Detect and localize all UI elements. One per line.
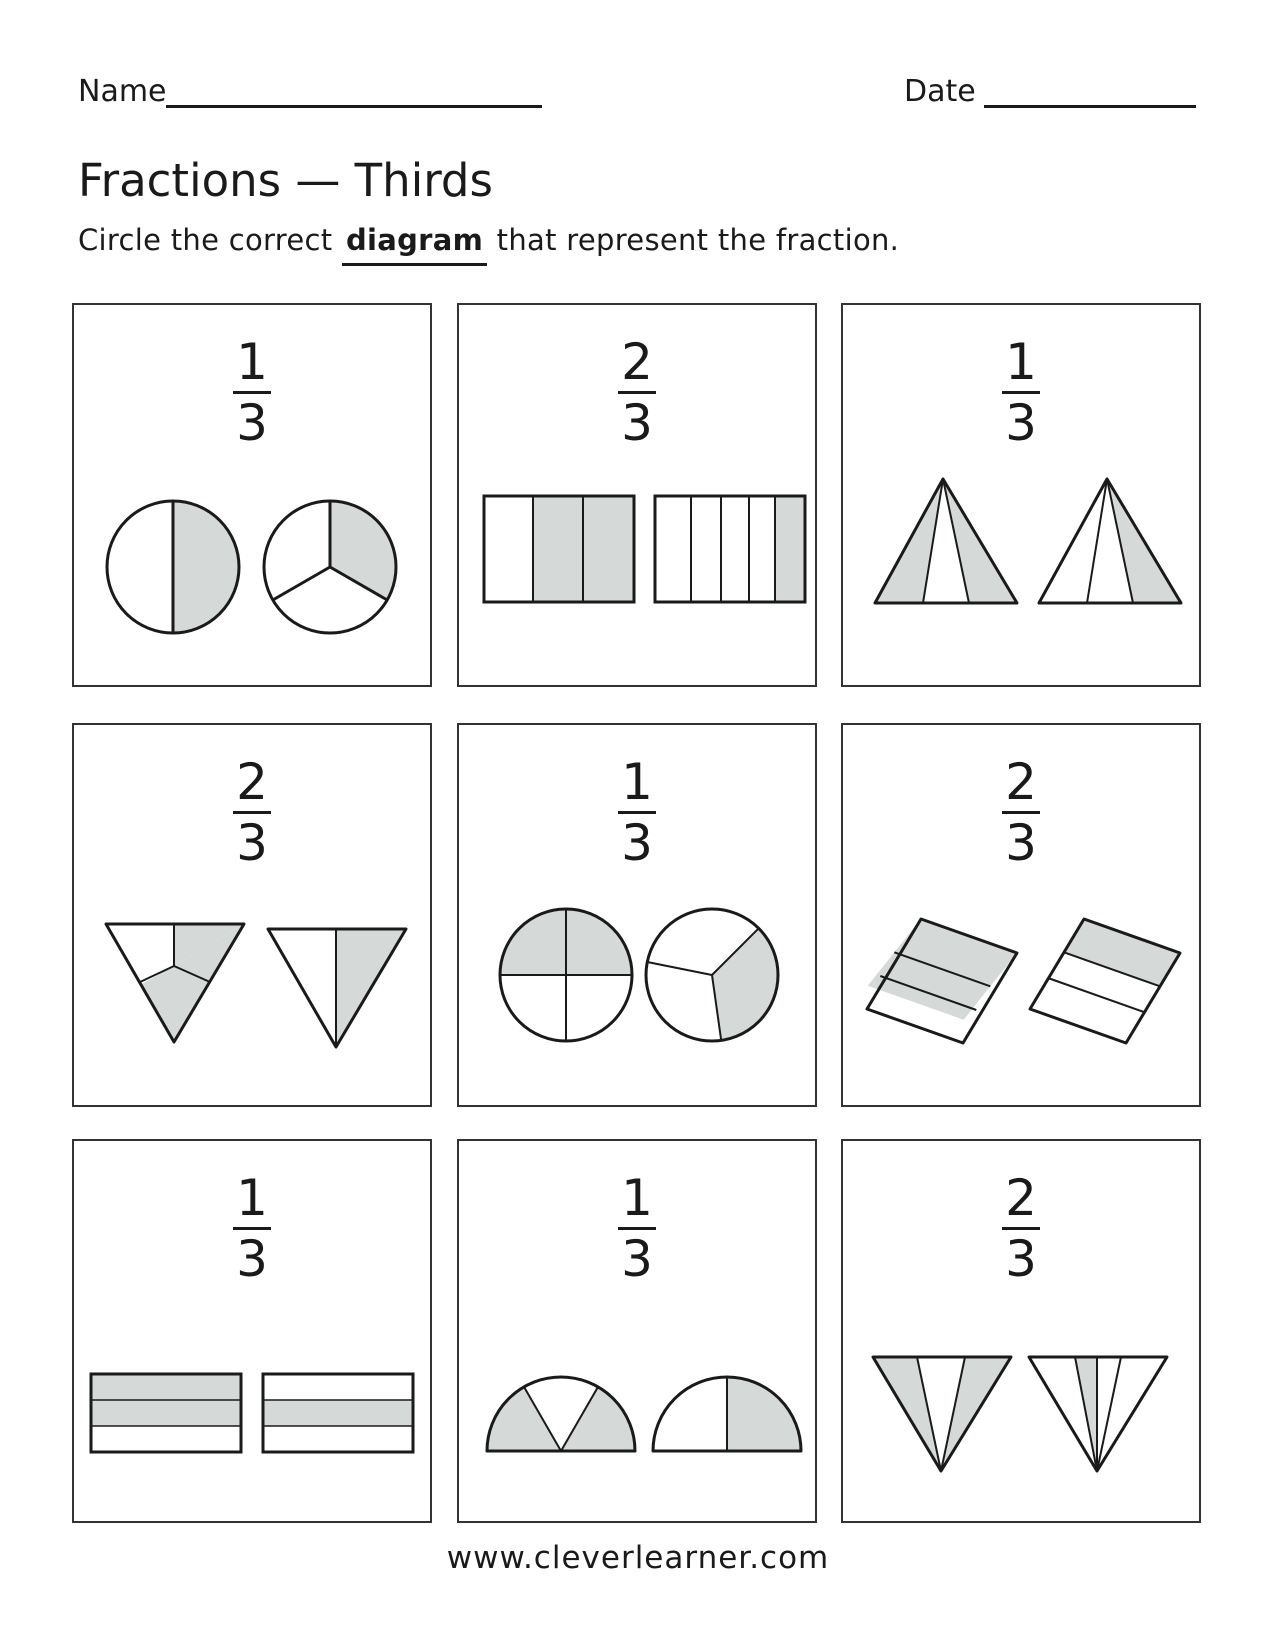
problem-card-2 bbox=[457, 303, 817, 687]
denominator: 3 bbox=[1005, 394, 1037, 452]
option-a-rectangle-thirds[interactable] bbox=[88, 1371, 244, 1455]
problem-card-5 bbox=[457, 723, 817, 1107]
option-b-inverted-triangle-halves[interactable] bbox=[264, 925, 412, 1053]
option-b-inverted-triangle-thirds[interactable] bbox=[1025, 1353, 1175, 1477]
denominator: 3 bbox=[236, 814, 268, 872]
problem-card-3 bbox=[841, 303, 1201, 687]
fraction bbox=[74, 1171, 430, 1286]
fraction bbox=[843, 755, 1199, 870]
date-blank[interactable] bbox=[984, 105, 1196, 108]
instruction-keyword: diagram bbox=[342, 223, 487, 266]
numerator: 2 bbox=[1005, 753, 1037, 811]
instruction-before: Circle the correct bbox=[78, 223, 342, 257]
fraction bbox=[74, 755, 430, 870]
fraction bbox=[843, 335, 1199, 450]
option-b-semicircle-halves[interactable] bbox=[649, 1371, 805, 1455]
option-b-circle-thirds[interactable] bbox=[258, 495, 402, 639]
date-label: Date bbox=[904, 74, 976, 109]
option-a-semicircle-thirds[interactable] bbox=[483, 1371, 639, 1455]
denominator: 3 bbox=[236, 1230, 268, 1288]
denominator: 3 bbox=[1005, 814, 1037, 872]
numerator: 2 bbox=[621, 333, 653, 391]
option-b-triangle-thirds[interactable] bbox=[1035, 475, 1185, 607]
denominator: 3 bbox=[236, 394, 268, 452]
problem-card-1 bbox=[72, 303, 432, 687]
option-b-rectangle-thirds[interactable] bbox=[260, 1371, 416, 1455]
option-a-rhombus-thirds[interactable] bbox=[863, 915, 1023, 1047]
problem-card-8 bbox=[457, 1139, 817, 1523]
denominator: 3 bbox=[621, 1230, 653, 1288]
fraction bbox=[459, 755, 815, 870]
option-a-inverted-triangle-thirds[interactable] bbox=[102, 920, 250, 1048]
option-a-circle-quarters[interactable] bbox=[496, 905, 636, 1045]
problem-card-6 bbox=[841, 723, 1201, 1107]
numerator: 2 bbox=[236, 753, 268, 811]
problem-card-4 bbox=[72, 723, 432, 1107]
numerator: 1 bbox=[236, 333, 268, 391]
name-blank[interactable] bbox=[166, 105, 542, 108]
option-a-inverted-triangle-quarters[interactable] bbox=[869, 1353, 1019, 1477]
numerator: 2 bbox=[1005, 1169, 1037, 1227]
option-b-rectangle-fifths[interactable] bbox=[652, 493, 808, 605]
instruction-after: that represent the fraction. bbox=[487, 223, 900, 257]
fraction bbox=[459, 1171, 815, 1286]
denominator: 3 bbox=[621, 814, 653, 872]
option-b-rhombus-thirds[interactable] bbox=[1026, 915, 1186, 1047]
option-a-rectangle-thirds[interactable] bbox=[481, 493, 637, 605]
denominator: 3 bbox=[1005, 1230, 1037, 1288]
fraction bbox=[74, 335, 430, 450]
option-a-circle-halves[interactable] bbox=[101, 495, 245, 639]
instructions bbox=[78, 220, 899, 260]
numerator: 1 bbox=[236, 1169, 268, 1227]
numerator: 1 bbox=[621, 753, 653, 811]
denominator: 3 bbox=[621, 394, 653, 452]
name-label: Name bbox=[78, 74, 167, 109]
option-a-triangle-thirds[interactable] bbox=[871, 475, 1021, 607]
option-b-circle-thirds[interactable] bbox=[642, 905, 782, 1045]
problem-card-9 bbox=[841, 1139, 1201, 1523]
fraction bbox=[843, 1171, 1199, 1286]
fraction bbox=[459, 335, 815, 450]
numerator: 1 bbox=[1005, 333, 1037, 391]
footer-website: www.cleverlearner.com bbox=[446, 1540, 830, 1576]
worksheet-title: Fractions — Thirds bbox=[78, 154, 493, 207]
numerator: 1 bbox=[621, 1169, 653, 1227]
problem-card-7 bbox=[72, 1139, 432, 1523]
